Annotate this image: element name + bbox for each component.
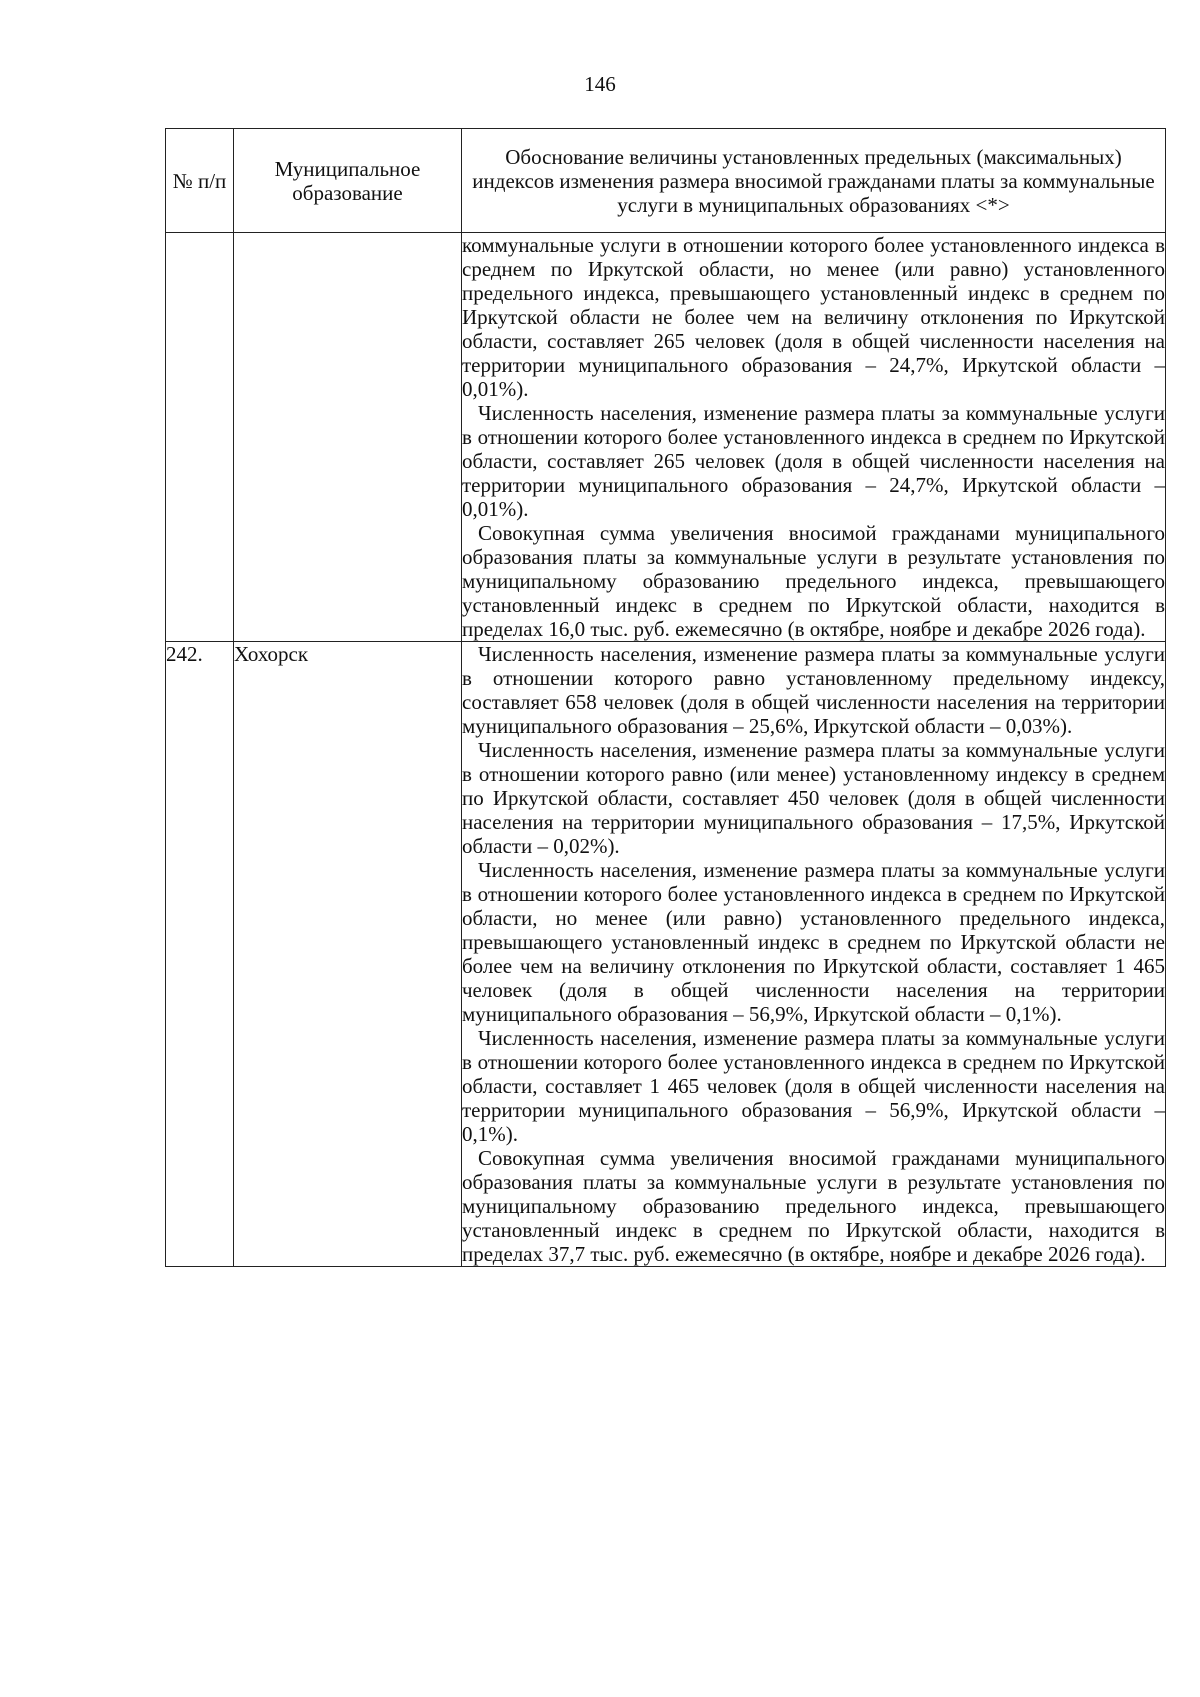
row-number: 242. [166,642,234,1267]
row-municipality: Хохорск [234,642,462,1267]
justification-paragraph: Численность населения, изменение размера платы за коммунальные услуги в отношении которого более установленного индекса в среднем по Иркутской области, составляет 1 465 человек (доля в общей численности населения на территории муниципального образования – 56,9%, Иркутской области – 0,1%). [462,1026,1165,1146]
continuation-paragraph: Численность населения, изменение размера платы за коммунальные услуги в отношении которого более установленного индекса в среднем по Иркутской области, составляет 265 человек (доля в общей численности населения на территории муниципального образования – 24,7%, Иркутской области – 0,01%). [462,401,1165,521]
table-header-row [166,129,1166,233]
header-justification: Обоснование величины установленных предельных (максимальных) индексов изменения размера вносимой гражданами платы за коммунальные услуги в муниципальных образованиях <*> [462,129,1166,233]
justification-paragraph: Численность населения, изменение размера платы за коммунальные услуги в отношении которого более установленного индекса в среднем по Иркутской области, но менее (или равно) установленного предельного индекса, превышающего установленный индекс в среднем по Иркутской области не более чем на величину отклонения по Иркутской области, составляет 1 465 человек (доля в общей численности населения на территории муниципального образования – 56,9%, Иркутской области – 0,1%). [462,858,1165,1026]
continuation-paragraph: Совокупная сумма увеличения вносимой гражданами муниципального образования платы за коммунальные услуги в результате установления по муниципальному образованию предельного индекса, превышающего установленный индекс в среднем по Иркутской области, находится в пределах 16,0 тыс. руб. ежемесячно (в октябре, ноябре и декабре 2026 года). [462,521,1165,641]
continuation-paragraph: коммунальные услуги в отношении которого более установленного индекса в среднем по Иркутской области, но менее (или равно) установленного предельного индекса, превышающего установленный индекс в среднем по Иркутской области не более чем на величину отклонения по Иркутской области, составляет 265 человек (доля в общей численности населения на территории муниципального образования – 24,7%, Иркутской области – 0,01%). [462,233,1165,401]
justification-paragraph: Численность населения, изменение размера платы за коммунальные услуги в отношении которого равно установленному предельному индексу, составляет 658 человек (доля в общей численности населения на территории муниципального образования – 25,6%, Иркутской области – 0,03%). [462,642,1165,738]
header-number: № п/п [166,129,234,233]
row-justification-cell [462,642,1166,1267]
justification-paragraph: Совокупная сумма увеличения вносимой гражданами муниципального образования платы за коммунальные услуги в результате установления по муниципальному образованию предельного индекса, превышающего установленный индекс в среднем по Иркутской области, находится в пределах 37,7 тыс. руб. ежемесячно (в октябре, ноябре и декабре 2026 года). [462,1146,1165,1266]
indices-table [165,128,1166,1267]
continuation-justification-cell [462,233,1166,642]
table-row-242 [166,642,1166,1267]
header-municipality: Муниципальное образование [234,129,462,233]
continuation-number-cell [166,233,234,642]
justification-paragraph: Численность населения, изменение размера платы за коммунальные услуги в отношении которого равно (или менее) установленному индексу в среднем по Иркутской области, составляет 450 человек (доля в общей численности населения на территории муниципального образования – 17,5%, Иркутской области – 0,02%). [462,738,1165,858]
table-row-continuation [166,233,1166,642]
page-number: 146 [584,72,616,96]
continuation-municipality-cell [234,233,462,642]
